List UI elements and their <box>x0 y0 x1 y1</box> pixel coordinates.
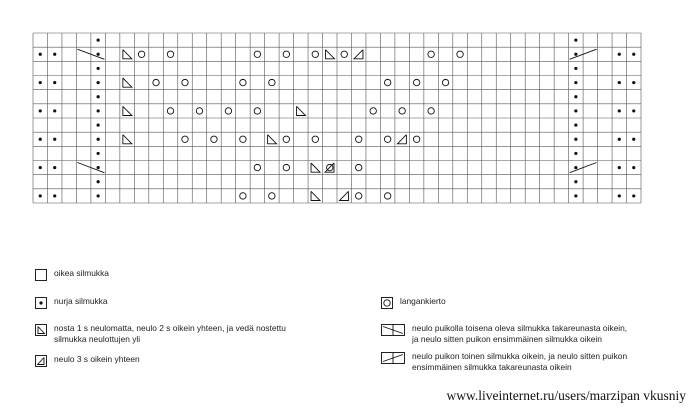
purl-dot <box>618 109 621 112</box>
yarn-over-circle <box>196 108 202 114</box>
yarn-over-circle <box>167 51 173 57</box>
purl-dot <box>632 81 635 84</box>
legend-sk2p-line2: silmukka neulottujen yli <box>54 334 141 344</box>
yarn-over-circle <box>225 108 231 114</box>
yarn-over-circle <box>269 79 275 85</box>
legend-k3tog-text: neulo 3 s oikein yhteen <box>54 354 140 364</box>
purl-dot <box>97 109 100 112</box>
yarn-over-circle <box>356 193 362 199</box>
decrease-right-mark <box>340 191 349 200</box>
purl-dot <box>574 152 577 155</box>
yarn-over-circle <box>384 193 390 199</box>
purl-dot <box>97 53 100 56</box>
legend-cross-left <box>381 323 627 345</box>
decrease-left-mark <box>311 191 320 200</box>
purl-dot <box>574 67 577 70</box>
yarn-over-circle <box>182 79 188 85</box>
empty-square-icon <box>35 269 47 281</box>
purl-dot <box>53 81 56 84</box>
legend-knit <box>35 268 109 281</box>
purl-dot <box>574 123 577 126</box>
purl-dot <box>618 166 621 169</box>
yarn-over-circle <box>138 51 144 57</box>
decrease-left-mark <box>123 78 132 87</box>
decrease-left-mark <box>311 163 320 172</box>
purl-dot <box>97 180 100 183</box>
decrease-right-mark <box>397 135 406 144</box>
legend-sk2p-text <box>54 323 286 345</box>
purl-dot <box>574 38 577 41</box>
circle-square-icon <box>381 297 393 309</box>
purl-dot <box>632 109 635 112</box>
yarn-over-circle <box>283 51 289 57</box>
purl-dot <box>618 81 621 84</box>
yarn-over-circle <box>211 136 217 142</box>
purl-dot <box>39 166 42 169</box>
purl-dot <box>97 81 100 84</box>
yarn-over-circle <box>356 164 362 170</box>
decrease-right-mark <box>354 50 363 59</box>
purl-dot <box>97 123 100 126</box>
purl-dot <box>574 109 577 112</box>
purl-dot <box>97 95 100 98</box>
purl-dot <box>574 53 577 56</box>
purl-dot <box>97 38 100 41</box>
purl-dot <box>53 109 56 112</box>
yarn-over-circle <box>269 193 275 199</box>
decrease-left-mark <box>123 50 132 59</box>
legend-cross-right-line1: neulo puikon toinen silmukka oikein, ja neulo sitten puikon <box>412 351 628 361</box>
legend-k3tog <box>35 354 140 367</box>
purl-dot <box>632 138 635 141</box>
yarn-over-circle <box>384 136 390 142</box>
legend-yo <box>381 296 446 309</box>
legend-cross-right <box>381 351 627 373</box>
yarn-over-circle <box>240 136 246 142</box>
yarn-over-circle <box>428 108 434 114</box>
purl-dot <box>632 194 635 197</box>
purl-dot <box>574 95 577 98</box>
yarn-over-circle <box>399 108 405 114</box>
purl-dot <box>39 53 42 56</box>
purl-dot <box>574 194 577 197</box>
yarn-over-circle <box>384 79 390 85</box>
purl-dot <box>97 194 100 197</box>
yarn-over-circle <box>457 51 463 57</box>
decrease-left-mark <box>297 106 306 115</box>
dot-square-icon <box>35 297 47 309</box>
left-triangle-square-icon <box>35 324 47 336</box>
legend-cross-left-text <box>412 323 627 345</box>
purl-dot <box>53 194 56 197</box>
legend-yo-text: langankierto <box>400 296 446 306</box>
decrease-left-mark <box>326 50 335 59</box>
purl-dot <box>53 53 56 56</box>
legend-sk2p <box>35 323 286 345</box>
legend-knit-text: oikea silmukka <box>54 268 109 278</box>
purl-dot <box>574 81 577 84</box>
legend-sk2p-line1: nosta 1 s neulomatta, neulo 2 s oikein yhteen, ja vedä nostettu <box>54 323 286 333</box>
right-triangle-square-icon <box>35 355 47 367</box>
cable-right-icon <box>381 352 405 364</box>
purl-dot <box>618 194 621 197</box>
yarn-over-circle <box>341 51 347 57</box>
decrease-left-mark <box>123 135 132 144</box>
purl-dot <box>53 138 56 141</box>
purl-dot <box>53 166 56 169</box>
yarn-over-circle <box>442 79 448 85</box>
purl-dot <box>39 194 42 197</box>
yarn-over-circle <box>153 79 159 85</box>
purl-dot <box>632 166 635 169</box>
yarn-over-circle <box>254 164 260 170</box>
purl-dot <box>39 109 42 112</box>
legend-cross-right-text <box>412 351 627 373</box>
purl-dot <box>97 138 100 141</box>
yarn-over-circle <box>240 193 246 199</box>
yarn-over-circle <box>283 164 289 170</box>
purl-dot <box>39 138 42 141</box>
legend-cross-left-line1: neulo puikolla toisena oleva silmukka takareunasta oikein, <box>412 323 628 333</box>
cable-left-icon <box>381 324 405 336</box>
yarn-over-circle <box>413 136 419 142</box>
yarn-over-circle <box>254 51 260 57</box>
legend-cross-right-line2: ensimmäinen silmukka takareunasta oikein <box>412 362 572 372</box>
yarn-over-circle <box>283 136 289 142</box>
yarn-over-circle <box>370 108 376 114</box>
purl-dot <box>618 138 621 141</box>
purl-dot <box>574 180 577 183</box>
yarn-over-circle <box>312 136 318 142</box>
yarn-over-circle <box>413 79 419 85</box>
yarn-over-circle <box>428 51 434 57</box>
purl-dot <box>97 166 100 169</box>
yarn-over-circle <box>356 136 362 142</box>
purl-dot <box>632 53 635 56</box>
legend-purl-text: nurja silmukka <box>54 296 108 306</box>
source-url: www.liveinternet.ru/users/marzipan vkusniy <box>446 388 686 403</box>
purl-dot <box>574 138 577 141</box>
yarn-over-circle <box>167 108 173 114</box>
legend-cross-left-line2: ja neulo sitten puikon ensimmäinen silmukka oikein <box>412 334 602 344</box>
legend-purl <box>35 296 108 309</box>
yarn-over-circle <box>312 51 318 57</box>
purl-dot <box>39 81 42 84</box>
purl-dot <box>97 67 100 70</box>
yarn-over-circle <box>182 136 188 142</box>
purl-dot <box>574 166 577 169</box>
purl-dot <box>618 53 621 56</box>
decrease-left-mark <box>123 106 132 115</box>
yarn-over-circle <box>240 79 246 85</box>
purl-dot <box>97 152 100 155</box>
decrease-left-mark <box>268 135 277 144</box>
yarn-over-circle <box>254 108 260 114</box>
